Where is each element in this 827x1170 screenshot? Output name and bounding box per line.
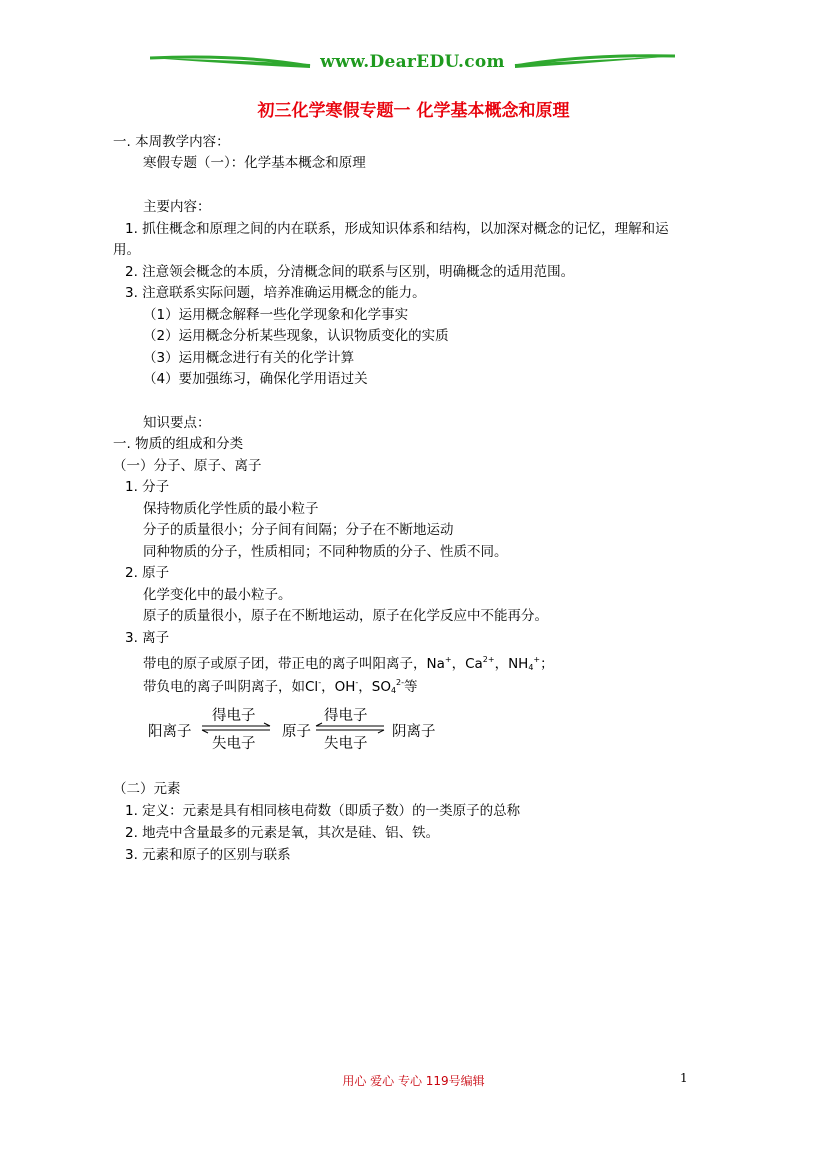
text-line: 用。 xyxy=(113,242,140,258)
text-line: 知识要点： xyxy=(143,415,211,431)
list-item: 2. 地壳中含量最多的元素是氧，其次是硅、铝、铁。 xyxy=(125,825,440,841)
list-item: 3. 元素和原子的区别与联系 xyxy=(125,847,291,863)
gain-electron-label: 得电子 xyxy=(324,708,368,724)
text-line: 保持物质化学性质的最小粒子 xyxy=(143,501,319,517)
list-item: （4）要加强练习，确保化学用语过关 xyxy=(143,371,368,387)
list-item: （3）运用概念进行有关的化学计算 xyxy=(143,350,355,366)
page-footer: 用心 爱心 专心 119号编辑 xyxy=(342,1074,485,1088)
text-line: 化学变化中的最小粒子。 xyxy=(143,587,292,603)
list-item: 1. 分子 xyxy=(125,479,170,495)
atom-label: 原子 xyxy=(282,724,311,740)
page-number: 1 xyxy=(680,1071,688,1085)
page-title: 初三化学寒假专题一 化学基本概念和原理 xyxy=(257,101,570,121)
text-line: 分子的质量很小；分子间有间隔；分子在不断地运动 xyxy=(143,522,454,538)
site-url: www.DearEDU.com xyxy=(320,52,505,72)
subsection-heading: （二）元素 xyxy=(113,781,181,797)
text-line: 寒假专题（一）：化学基本概念和原理 xyxy=(143,155,366,171)
text-line: 同种物质的分子，性质相同；不同种物质的分子、性质不同。 xyxy=(143,544,508,560)
lose-electron-label: 失电子 xyxy=(212,736,256,752)
list-item: （2）运用概念分析某些现象，认识物质变化的实质 xyxy=(143,328,449,344)
anion-line: 带负电的离子叫阴离子，如Cl-，OH-，$SO_4^{2-}$等 xyxy=(143,678,418,695)
list-item: 1. 抓住概念和原理之间的内在联系，形成知识体系和结构，以加深对概念的记忆，理解和运 xyxy=(125,221,669,237)
list-item: 1. 定义：元素是具有相同核电荷数（即质子数）的一类原子的总称 xyxy=(125,803,521,819)
cation-label: 阳离子 xyxy=(148,724,192,740)
list-item: 3. 注意联系实际问题，培养准确运用概念的能力。 xyxy=(125,285,426,301)
list-item: 2. 注意领会概念的本质，分清概念间的联系与区别，明确概念的适用范围。 xyxy=(125,264,575,280)
gain-electron-label: 得电子 xyxy=(212,708,256,724)
subsection-heading: （一）分子、原子、离子 xyxy=(113,458,262,474)
anion-label: 阴离子 xyxy=(392,724,436,740)
list-item: 2. 原子 xyxy=(125,565,170,581)
section-heading: 一. 物质的组成和分类 xyxy=(113,436,244,452)
section-heading: 一. 本周教学内容： xyxy=(113,134,230,150)
list-item: 3. 离子 xyxy=(125,630,170,646)
lose-electron-label: 失电子 xyxy=(324,736,368,752)
text-line: 原子的质量很小，原子在不断地运动，原子在化学反应中不能再分。 xyxy=(143,608,548,624)
text-line: 主要内容： xyxy=(143,199,211,215)
ion-equilibrium-diagram xyxy=(148,704,448,754)
cation-line: 带电的原子或原子团，带正电的离子叫阳离子，Na+，$Ca^{2+}$，$NH_4^+$； xyxy=(143,655,554,672)
list-item: （1）运用概念解释一些化学现象和化学事实 xyxy=(143,307,409,323)
site-header xyxy=(150,48,675,78)
